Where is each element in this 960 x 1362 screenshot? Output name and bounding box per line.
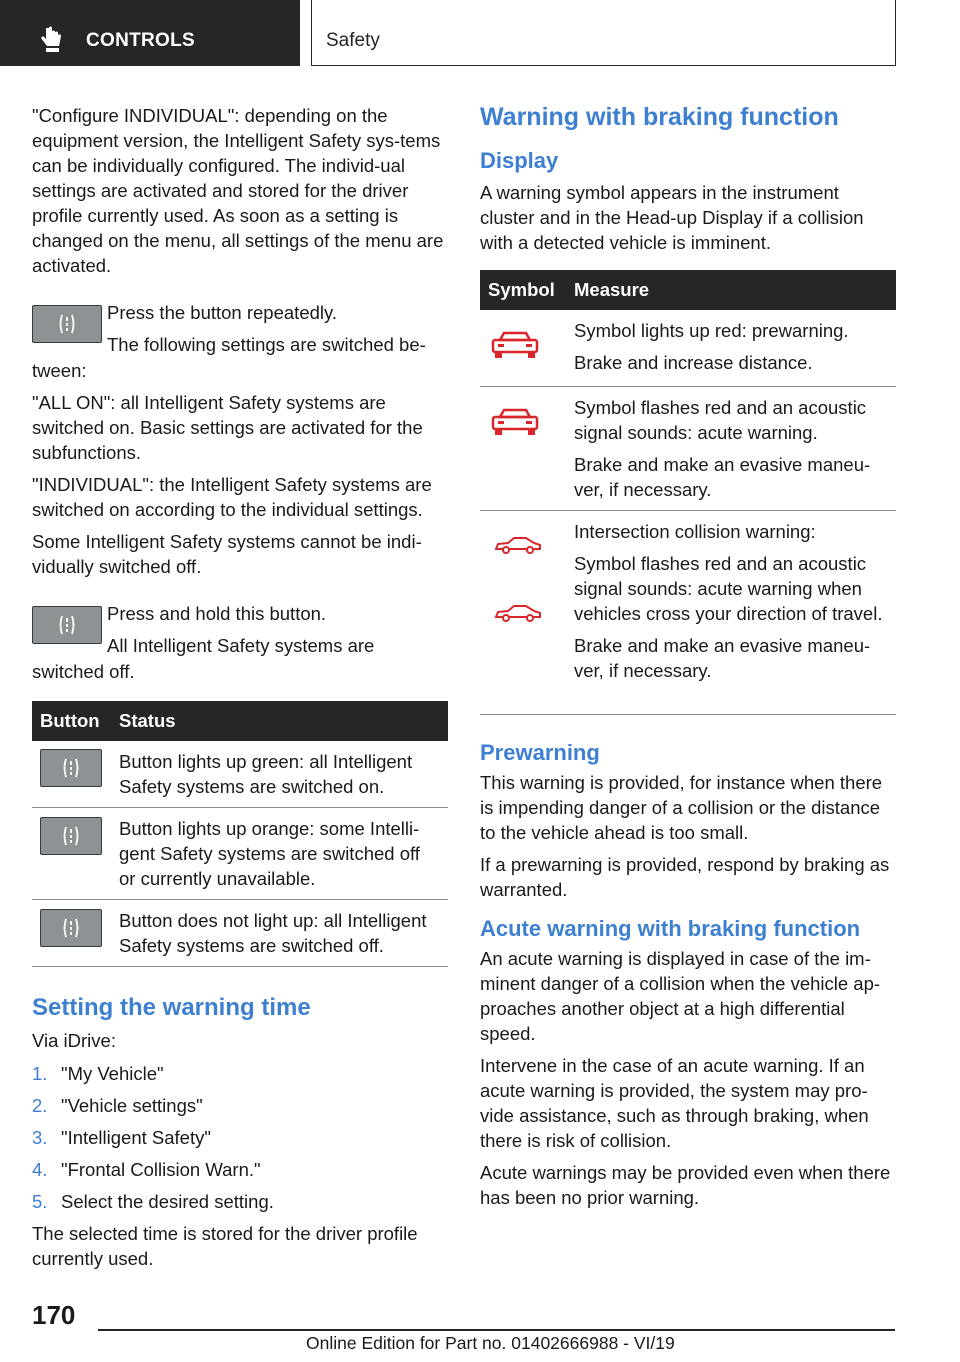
list-item xyxy=(32,1093,448,1118)
list-item xyxy=(32,1157,448,1182)
table-row xyxy=(480,386,896,510)
table-header-symbol: Symbol xyxy=(480,270,566,310)
status-cell: Button lights up orange: some Intelli-gent Safety systems are switched off or currently unavailable. xyxy=(111,808,448,900)
press-hold-block xyxy=(32,601,448,655)
acute-paragraph-2: Intervene in the case of an acute warning. If an acute warning is provided, the system may pro-vide assistance, such as through braking, when there is risk of collision. xyxy=(480,1054,869,1151)
measure-line: Brake and increase distance. xyxy=(574,352,813,373)
safety-button-icon xyxy=(56,313,78,335)
list-item xyxy=(32,1189,448,1214)
list-item xyxy=(32,1061,448,1086)
prewarning-paragraph-1: This warning is provided, for instance when there is impending danger of a collision or the distance to the vehicle ahead is too small. xyxy=(480,771,883,843)
step-number: 2. xyxy=(32,1095,48,1116)
table-header-status: Status xyxy=(111,701,448,741)
press-repeat-text-3: tween: xyxy=(32,360,87,381)
section-title: Safety xyxy=(326,30,380,51)
step-text: "Intelligent Safety" xyxy=(61,1127,211,1148)
some-paragraph: Some Intelligent Safety systems cannot be indi-vidually switched off. xyxy=(32,531,422,577)
chapter-tab xyxy=(0,0,300,66)
left-column xyxy=(32,103,448,1271)
press-hold-text-2: All Intelligent Safety systems are xyxy=(107,635,375,656)
car-side-warning-icon xyxy=(494,603,542,623)
all-on-paragraph: "ALL ON": all Intelligent Safety systems are switched on. Basic settings are activated for the subfunctions. xyxy=(32,392,423,463)
press-repeat-block xyxy=(32,300,448,354)
button-status-table xyxy=(32,701,448,967)
page-header xyxy=(0,0,960,66)
measure-line: Symbol flashes red and an acoustic signal sounds: acute warning when vehicles cross your direction of travel. xyxy=(574,552,883,624)
safety-button-icon xyxy=(60,917,82,939)
edition-text: Online Edition for Part no. 01402666988 - VI/19 xyxy=(306,1333,675,1353)
step-text: "My Vehicle" xyxy=(61,1063,164,1084)
table-row xyxy=(480,310,896,386)
intro-paragraph: "Configure INDIVIDUAL": depending on the equipment version, the Intelligent Safety sys-tems can be individually configured. The individ-ual settings are activated and stored for the driver profile currently used. As soon as a setting is changed on the menu, all settings of the menu are activated. xyxy=(32,105,444,276)
measure-line: Symbol lights up red: prewarning. xyxy=(574,320,849,341)
right-column xyxy=(480,103,896,1210)
warning-time-heading: Setting the warning time xyxy=(32,994,311,1021)
safety-button-image xyxy=(32,305,102,343)
measure-line: Brake and make an evasive maneu-ver, if necessary. xyxy=(574,634,871,681)
acute-paragraph-3: Acute warnings may be provided even when there has been no prior warning. xyxy=(480,1161,891,1208)
safety-button-icon xyxy=(60,757,82,779)
step-text: Select the desired setting. xyxy=(61,1191,274,1212)
section-tab xyxy=(311,0,896,66)
car-front-warning-icon xyxy=(490,330,540,362)
table-header-measure: Measure xyxy=(566,270,896,310)
prewarning-heading: Prewarning xyxy=(480,739,600,765)
step-text: "Frontal Collision Warn." xyxy=(61,1159,261,1180)
press-repeat-text-2: The following settings are switched be- xyxy=(107,334,426,355)
car-front-warning-icon xyxy=(490,407,540,439)
symbol-measure-table xyxy=(480,270,896,715)
status-cell: Button lights up green: all Intelligent Safety systems are switched on. xyxy=(111,741,448,808)
measure-line: Symbol flashes red and an acoustic signal sounds: acute warning. xyxy=(574,396,867,443)
braking-heading: Warning with braking function xyxy=(480,103,839,131)
car-side-warning-icon xyxy=(494,535,542,555)
safety-button-image xyxy=(40,909,102,947)
safety-button-icon xyxy=(56,614,78,636)
table-row xyxy=(480,510,896,714)
stored-paragraph: The selected time is stored for the driver profile currently used. xyxy=(32,1223,418,1269)
step-text: "Vehicle settings" xyxy=(61,1095,203,1116)
chapter-title: CONTROLS xyxy=(86,30,196,51)
step-number: 4. xyxy=(32,1159,48,1180)
individual-paragraph: "INDIVIDUAL": the Intelligent Safety systems are switched on according to the individual settings. xyxy=(32,474,432,520)
table-row xyxy=(32,741,448,808)
table-header-button: Button xyxy=(32,701,111,741)
measure-line: Intersection collision warning: xyxy=(574,520,816,542)
measure-cell xyxy=(566,510,896,714)
acute-heading: Acute warning with braking function xyxy=(480,915,861,941)
measure-line: Brake and make an evasive maneu-ver, if necessary. xyxy=(574,453,871,500)
steps-list xyxy=(32,1061,448,1214)
table-row xyxy=(32,808,448,900)
status-cell: Button does not light up: all Intelligent Safety systems are switched off. xyxy=(111,900,448,967)
safety-button-image xyxy=(40,749,102,787)
footer-divider xyxy=(98,1329,895,1331)
step-number: 3. xyxy=(32,1127,48,1148)
step-number: 5. xyxy=(32,1191,48,1212)
measure-cell xyxy=(566,386,896,510)
acute-paragraph-1: An acute warning is displayed in case of the im-minent danger of a collision when the vehicle ap-proaches another object at a high differential speed. xyxy=(480,947,881,1044)
hand-icon xyxy=(38,26,66,54)
display-heading: Display xyxy=(480,148,559,173)
list-item xyxy=(32,1125,448,1150)
press-hold-text-3: switched off. xyxy=(32,661,135,682)
step-number: 1. xyxy=(32,1063,48,1084)
page-footer xyxy=(0,1300,960,1362)
via-idrive: Via iDrive: xyxy=(32,1030,116,1051)
safety-button-image xyxy=(40,817,102,855)
safety-button-image xyxy=(32,606,102,644)
press-repeat-text: Press the button repeatedly. xyxy=(107,302,338,323)
display-paragraph: A warning symbol appears in the instrument cluster and in the Head-up Display if a collision with a detected vehicle is imminent. xyxy=(480,182,864,253)
prewarning-paragraph-2: If a prewarning is provided, respond by braking as warranted. xyxy=(480,853,890,900)
table-row xyxy=(32,900,448,967)
press-hold-text: Press and hold this button. xyxy=(107,603,327,624)
measure-cell xyxy=(566,310,896,386)
safety-button-icon xyxy=(60,825,82,847)
page-number: 170 xyxy=(32,1300,76,1330)
